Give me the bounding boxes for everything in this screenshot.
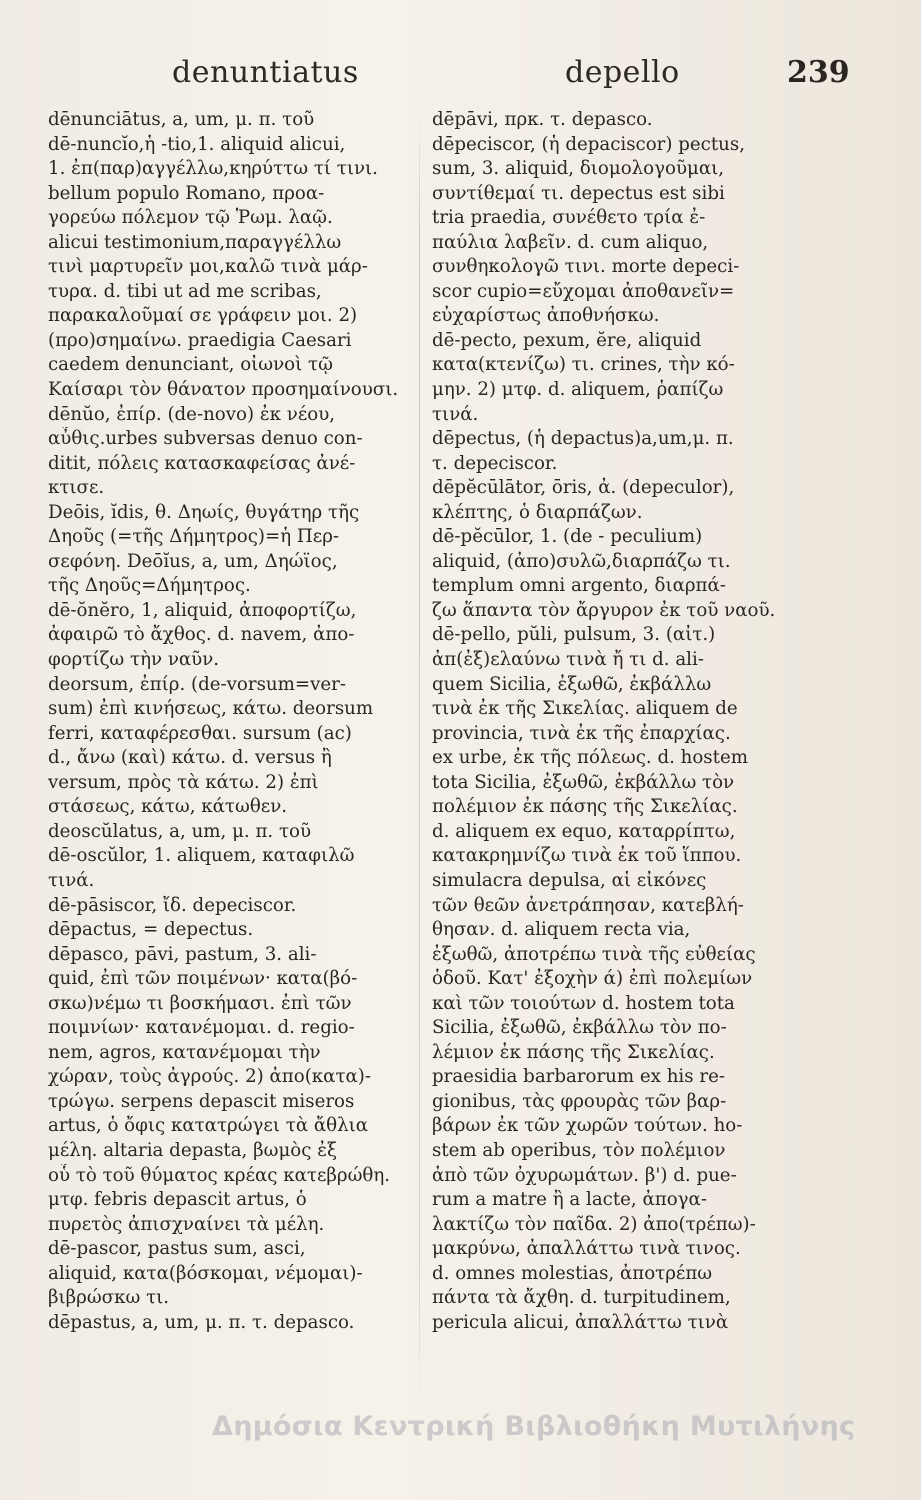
entry-line: πάντα τὰ ἄχθη. d. turpitudinem, [432, 1287, 731, 1309]
entry-line: dēpĕcūlātor, ōris, ἀ. (depeculor), [432, 477, 735, 499]
entry-line: praesidia barbarorum ex his re- [432, 1066, 725, 1088]
entry-line: τινὰ ἐκ τῆς Σικελίας. aliquem de [432, 698, 738, 720]
entry-line: sum, 3. aliquid, διομολογοῦμαι, [432, 158, 725, 180]
left-running-headword: denuntiatus [172, 55, 359, 90]
entry-line: κτισε. [48, 477, 105, 499]
entry-line: ἀπὸ τῶν ὀχυρωμάτων. β') d. pue- [432, 1164, 737, 1186]
entry-line: μην. 2) μτφ. d. aliquem, ῥαπίζω [432, 379, 724, 401]
entry-line: ἐξωθῶ, ἀποτρέπω τινὰ τῆς εὐθείας [432, 943, 756, 965]
entry-line: tria praedia, συνέθετο τρία ἐ- [432, 207, 706, 229]
entry-line: τινά. [48, 869, 95, 891]
entry-line: 1. ἐπ(παρ)αγγέλλω,κηρύττω τί τινι. [48, 158, 378, 180]
entry-line: παρακαλοῦμαί σε γράφειν μοι. 2) [48, 305, 358, 327]
entry-line: ποιμνίων· κατανέμομαι. d. regio- [48, 1017, 355, 1039]
entry-line: βιβρώσκω τι. [48, 1287, 170, 1309]
entry-line: scor cupio=εὔχομαι ἀποθανεῖν= [432, 280, 735, 302]
entry-line: βάρων ἐκ τῶν χωρῶν τούτων. ho- [432, 1115, 743, 1137]
entry-line: σεφόνη. Deōĭus, a, um, Δηώϊος, [48, 550, 338, 572]
entry-line: dēnunciātus, a, um, μ. π. τοῦ [48, 109, 315, 130]
entry-line: dē-pascor, pastus sum, asci, [48, 1238, 306, 1260]
entry-line: tota Sicilia, ἐξωθῶ, ἐκβάλλω τὸν [432, 771, 735, 793]
entry-line: simulacra depulsa, αἱ εἰκόνες [432, 869, 707, 891]
entry-line: ὁδοῦ. Κατ' ἐξοχὴν ά) ἐπὶ πολεμίων [432, 968, 753, 990]
entry-line: deoscŭlatus, a, um, μ. π. τοῦ [48, 820, 312, 842]
entry-line: dēpeciscor, (ἡ depaciscor) pectus, [432, 133, 745, 155]
entry-line: ἀφαιρῶ τὸ ἄχθος. d. navem, ἀπο- [48, 624, 355, 646]
column-divider [419, 110, 420, 1410]
entry-line: Deōis, ĭdis, θ. Δηωίς, θυγάτηρ τῆς [48, 501, 360, 523]
entry-line: μακρύνω, ἀπαλλάττω τινὰ τινος. [432, 1238, 741, 1260]
entry-line: artus, ὁ ὄφις κατατρώγει τὰ ἄθλια [48, 1115, 369, 1137]
right-running-headword: depello [565, 55, 680, 90]
page-header [0, 55, 921, 105]
entry-line: dē-pĕcūlor, 1. (de - peculium) [432, 526, 703, 548]
entry-line: quem Sicilia, ἐξωθῶ, ἐκβάλλω [432, 673, 712, 695]
entry-line: dēpactus, = depectus. [48, 919, 254, 941]
entry-line: dē-oscŭlor, 1. aliquem, καταφιλῶ [48, 845, 355, 867]
entry-line: αὖθις.urbes subversas denuo con- [48, 428, 363, 450]
entry-line: aliquid, κατα(βόσκομαι, νέμομαι)- [48, 1262, 363, 1284]
right-column [432, 108, 802, 1335]
entry-line: deorsum, ἐπίρ. (de-vorsum=ver- [48, 673, 346, 695]
entry-line: gionibus, τὰς φρουρὰς τῶν βαρ- [432, 1090, 727, 1112]
entry-line: λακτίζω τὸν παῖδα. 2) ἀπο(τρέπω)- [432, 1213, 756, 1235]
entry-line: χώραν, τοὺς ἀγρούς. 2) ἀπο(κατα)- [48, 1066, 372, 1088]
entry-line: dēpasco, pāvi, pastum, 3. ali- [48, 943, 317, 965]
entry-line: τρώγω. serpens depascit miseros [48, 1090, 355, 1112]
entry-line: παύλια λαβεῖν. d. cum aliquo, [432, 231, 709, 253]
entry-line: μτφ. febris depascit artus, ὁ [48, 1189, 307, 1211]
entry-line: τινά. [432, 403, 479, 425]
entry-line: versum, πρὸς τὰ κάτω. 2) ἐπὶ [48, 771, 319, 793]
entry-line: ex urbe, ἐκ τῆς πόλεως. d. hostem [432, 747, 748, 769]
entry-line: ζω ἅπαντα τὸν ἄργυρον ἐκ τοῦ ναοῦ. [432, 599, 776, 621]
entry-line: dēpastus, a, um, μ. π. τ. depasco. [48, 1311, 355, 1333]
entry-line: Δηοῦς (=τῆς Δήμητρος)=ἡ Περ- [48, 526, 340, 548]
entry-line: dē-nuncĭo,ἡ -tio,1. aliquid alicui, [48, 133, 346, 155]
entry-line: λέμιον ἐκ πάσης τῆς Σικελίας. [432, 1041, 715, 1063]
entry-line: καὶ τῶν τοιούτων d. hostem tota [432, 992, 735, 1014]
entry-line: ferri, καταφέρεσθαι. sursum (ac) [48, 722, 352, 744]
entry-line: (προ)σημαίνω. praedigia Caesari [48, 329, 352, 351]
entry-line: dē-pāsiscor, ἴδ. depeciscor. [48, 894, 297, 916]
entry-line: κλέπτης, ὁ διαρπάζων. [432, 501, 643, 523]
entry-line: alicui testimonium,παραγγέλλω [48, 231, 342, 253]
entry-line: dēpāvi, πρκ. τ. depasco. [432, 109, 653, 130]
entry-line: dē-pecto, pexum, ĕre, aliquid [432, 329, 702, 351]
entry-line: d., ἄνω (καὶ) κάτω. d. versus ἢ [48, 747, 332, 769]
entry-line: rum a matre ἢ a lacte, ἀπογα- [432, 1189, 707, 1211]
entry-line: bellum populo Romano, προα- [48, 182, 325, 204]
entry-line: ditit, πόλεις κατασκαφείσας ἀνέ- [48, 452, 356, 474]
entry-line: stem ab operibus, τὸν πολέμιον [432, 1139, 726, 1161]
entry-line: τῆς Δηοῦς=Δήμητρος. [48, 575, 251, 597]
entry-line: θησαν. d. aliquem recta via, [432, 919, 691, 941]
entry-line: quid, ἐπὶ τῶν ποιμένων· κατα(βό- [48, 968, 358, 990]
entry-line: Sicilia, ἐξωθῶ, ἐκβάλλω τὸν πο- [432, 1017, 727, 1039]
left-column [48, 108, 400, 1335]
entry-line: τινὶ μαρτυρεῖν μοι,καλῶ τινὰ μάρ- [48, 256, 368, 278]
entry-line: πολέμιον ἐκ πάσης τῆς Σικελίας. [432, 796, 738, 818]
entry-line: templum omni argento, διαρπά- [432, 575, 726, 597]
entry-line: τῶν θεῶν ἀνετράπησαν, κατεβλή- [432, 894, 744, 916]
entry-line: Καίσαρι τὸν θάνατον προσημαίνουσι. [48, 379, 399, 401]
entry-line: οὗ τὸ τοῦ θύματος κρέας κατεβρώθη. [48, 1164, 391, 1186]
entry-line: sum) ἐπὶ κινήσεως, κάτω. deorsum [48, 698, 374, 720]
entry-line: σκω)νέμω τι βοσκήμασι. ἐπὶ τῶν [48, 992, 352, 1014]
entry-line: dē-ŏnĕro, 1, aliquid, ἀποφορτίζω, [48, 599, 357, 621]
page-number: 239 [787, 55, 850, 90]
entry-line: κατακρημνίζω τινὰ ἐκ τοῦ ἵππου. [432, 845, 742, 867]
entry-line: dēnŭo, ἐπίρ. (de-novo) ἐκ νέου, [48, 403, 336, 425]
library-watermark: Δημόσια Κεντρική Βιβλιοθήκη Μυτιλήνης [212, 1411, 856, 1442]
entry-line: πυρετὸς ἀπισχναίνει τὰ μέλη. [48, 1213, 325, 1235]
entry-line: provincia, τινὰ ἐκ τῆς ἐπαρχίας. [432, 722, 731, 744]
entry-line: μέλη. altaria depasta, βωμὸς ἐξ [48, 1139, 337, 1161]
entry-line: dē-pello, pŭli, pulsum, 3. (αἰτ.) [432, 624, 716, 646]
entry-line: caedem denunciant, οἰωνοὶ τῷ [48, 354, 333, 376]
entry-line: συντίθεμαί τι. depectus est sibi [432, 182, 725, 204]
entry-line: τυρα. d. tibi ut ad me scribas, [48, 280, 322, 302]
entry-line: εὐχαρίστως ἀποθνήσκω. [432, 305, 660, 327]
entry-line: ἀπ(ἐξ)ελαύνω τινὰ ἤ τι d. ali- [432, 649, 704, 671]
entry-line: στάσεως, κάτω, κάτωθεν. [48, 796, 288, 818]
entry-line: d. omnes molestias, ἀποτρέπω [432, 1262, 713, 1284]
entry-line: συνθηκολογῶ τινι. morte depeci- [432, 256, 740, 278]
entry-line: dēpectus, (ἡ depactus)a,um,μ. π. [432, 428, 734, 450]
entry-line: τ. depeciscor. [432, 452, 558, 474]
entry-line: nem, agros, κατανέμομαι τὴν [48, 1041, 321, 1063]
entry-line: γορεύω πόλεμον τῷ Ῥωμ. λαῷ. [48, 207, 333, 229]
entry-line: d. aliquem ex equo, καταρρίπτω, [432, 820, 736, 842]
entry-line: pericula alicui, ἀπαλλάττω τινὰ [432, 1311, 729, 1333]
entry-line: κατα(κτενίζω) τι. crines, τὴν κό- [432, 354, 735, 376]
entry-line: φορτίζω τὴν ναῦν. [48, 649, 220, 671]
entry-line: aliquid, (ἀπο)συλῶ,διαρπάζω τι. [432, 550, 731, 572]
